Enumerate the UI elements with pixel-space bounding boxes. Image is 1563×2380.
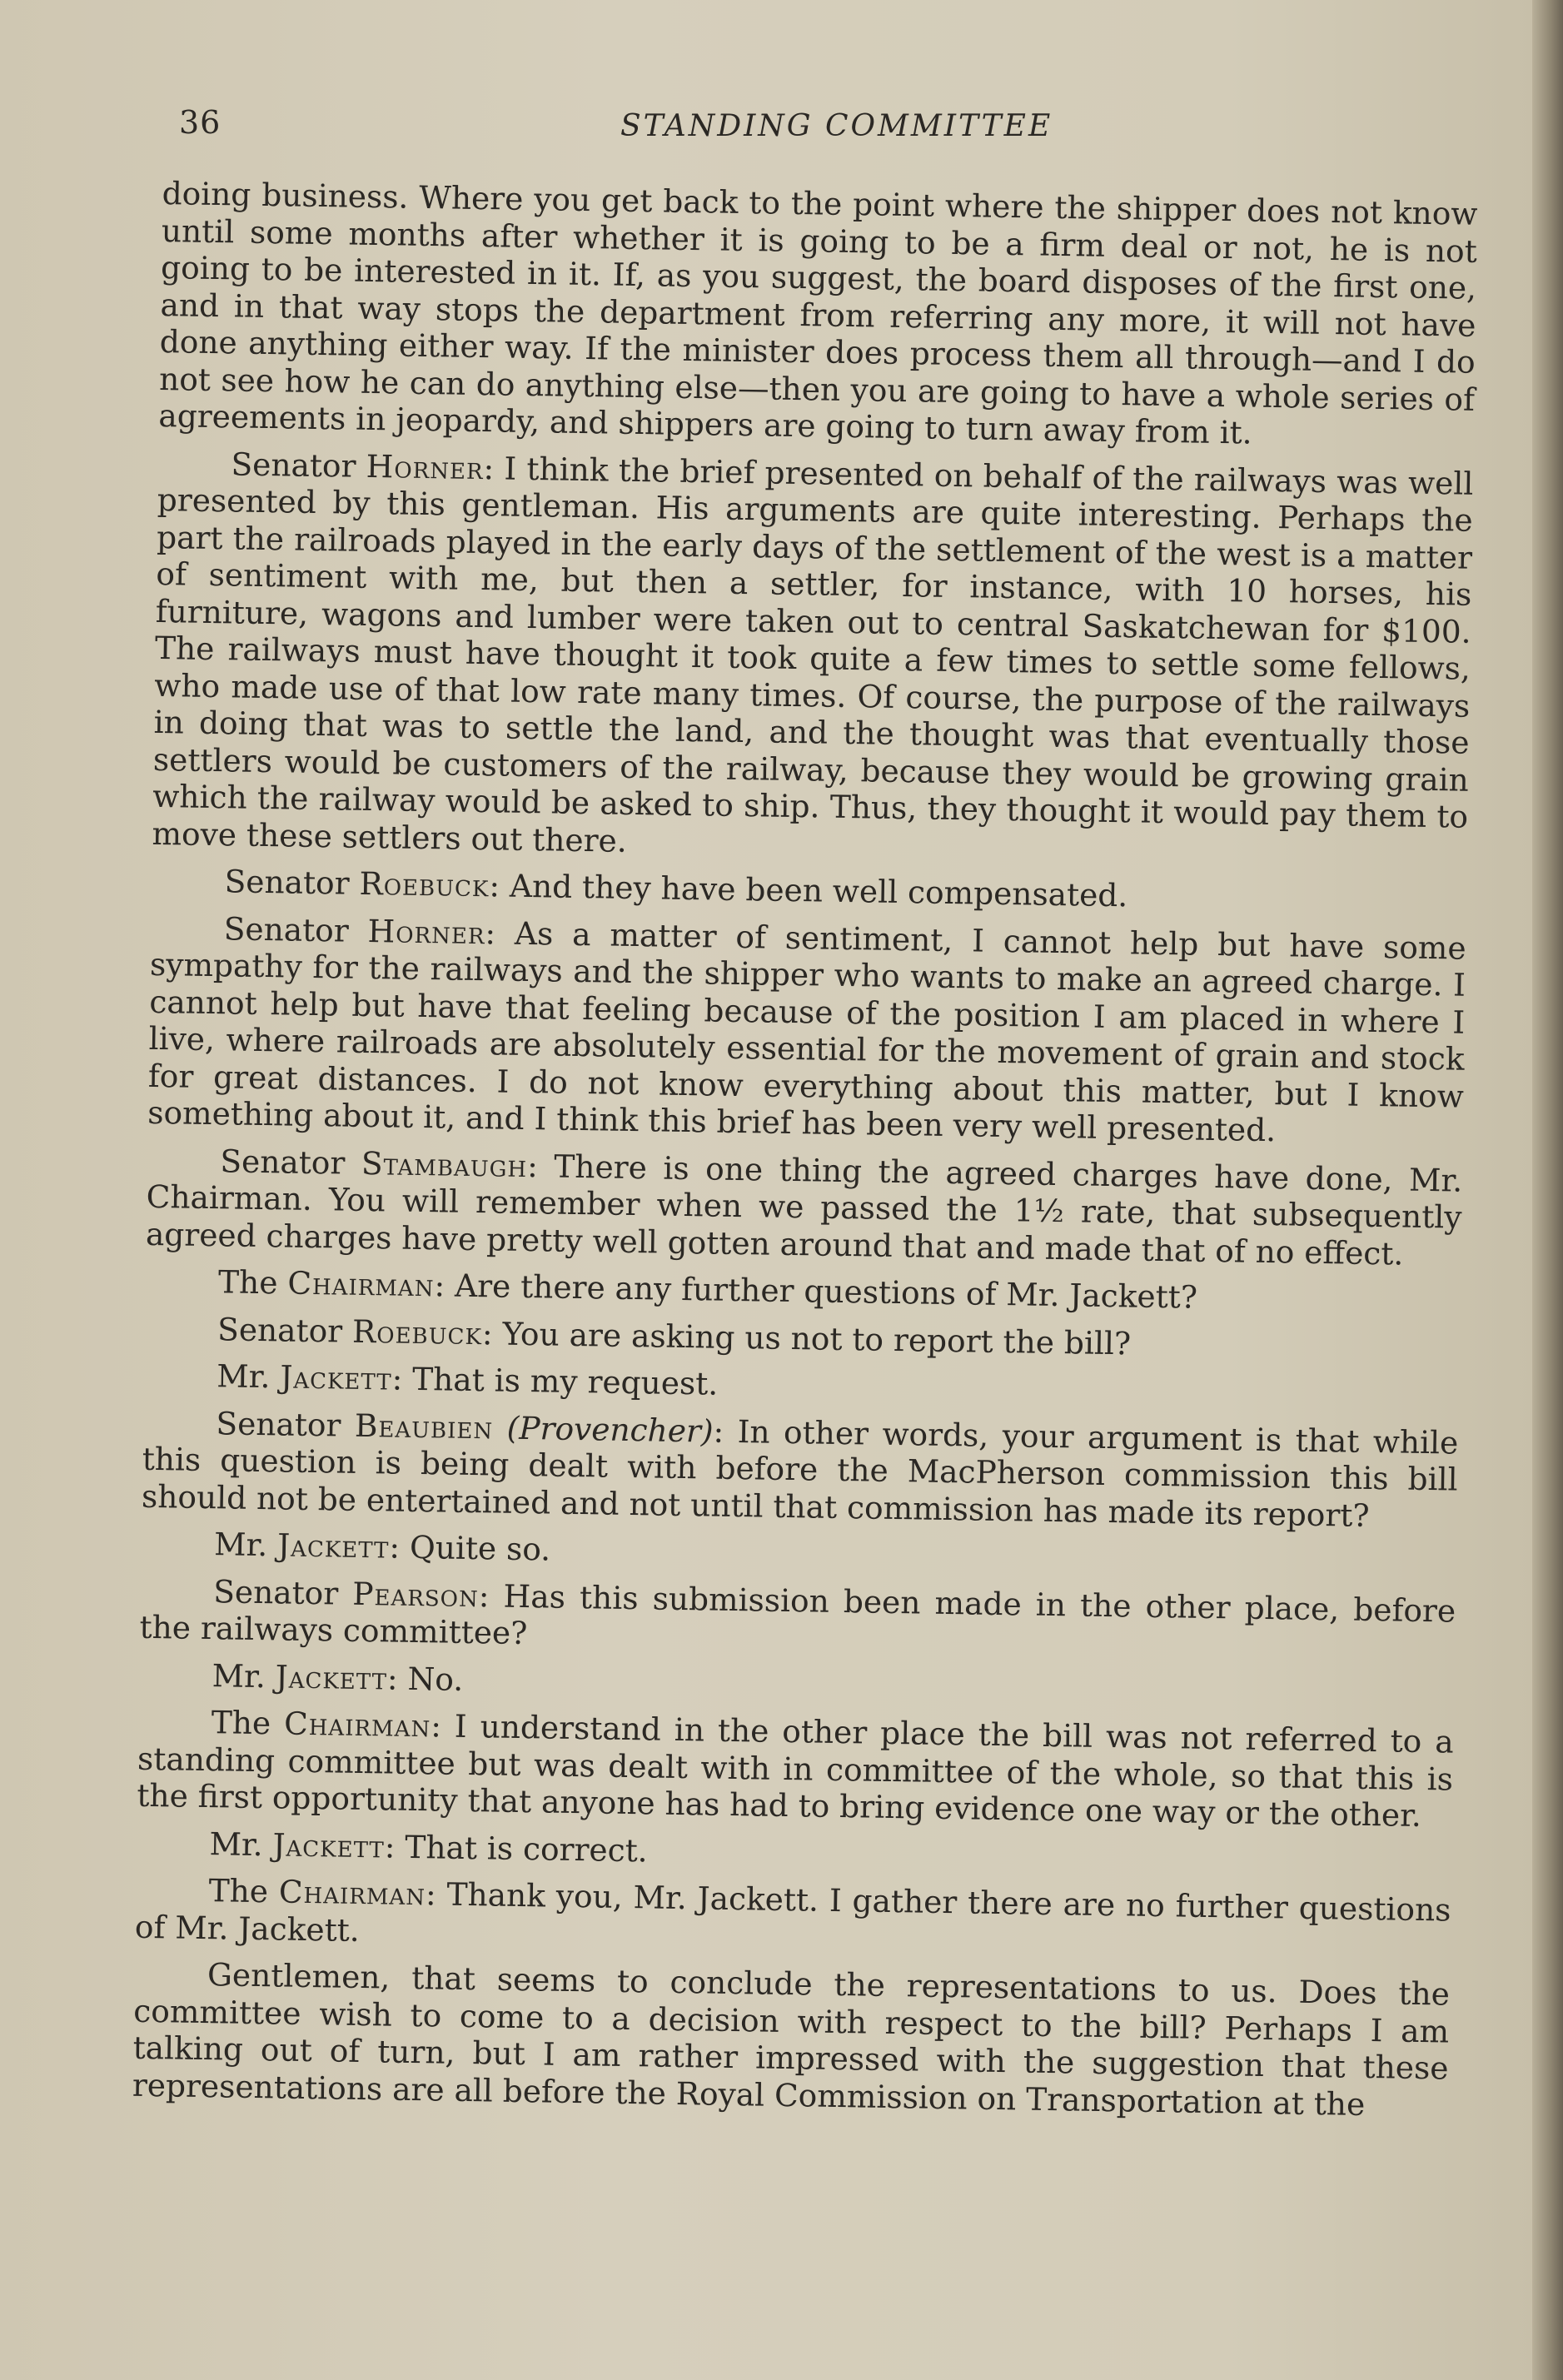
paragraph: Gentlemen, that seems to conclude the representations to us. Does the committee wish to come to a decision with respect to the bill? Perhaps I am talking out of turn, but I am rather impressed with the suggestion that these representations are all before the Royal Commission on Transportation at the: [132, 1956, 1451, 2123]
speech-text: In other words, your argument is that while this question is being dealt with before the MacPherson commission this bill should not be entertained and not until that commission has made its report?: [141, 1412, 1459, 1534]
speech-text: I understand in the other place the bill was not referred to a standing committee but was dealt with in committee of the whole, so that this is the first opportunity that anyone has had to bring evidence one way or the other.: [137, 1707, 1454, 1834]
speaker-title: The: [217, 1263, 278, 1302]
speaker-name: Horner: [366, 447, 484, 486]
speaker-name: Stambaugh: [361, 1144, 528, 1184]
speaker-title: Senator: [212, 1572, 339, 1612]
paragraph-continued: doing business. Where you get back to the point where the shipper does not know until some months after whether it is going to be a firm deal or not, he is not going to be interested in it. If, as you suggest, the board disposes of the first one, and in that way stops the department from referring any more, it will not have done anything either way. If the minister does process them all through—and I do not see how he can do anything else—then you are going to have a whole series of agreements in jeopardy, and shippers are going to turn away from it.: [158, 175, 1478, 451]
speech-paragraph: Senator Pearson: Has this submission been made in the other place, before the railways committee?: [139, 1572, 1456, 1652]
speaker-name: Horner: [367, 912, 485, 951]
speaker-name: Chairman: [287, 1264, 435, 1304]
speaker-title: The: [211, 1704, 271, 1742]
speaker-title: Senator: [223, 909, 350, 949]
speech-paragraph: Senator Beaubien (Provencher): In other words, your argument is that while this question is being dealt with before the MacPherson commission this bill should not be entertained and not until that commission has made its report?: [141, 1404, 1459, 1534]
running-head: STANDING COMMITTEE: [620, 109, 1053, 143]
speech-paragraph: The Chairman: Thank you, Mr. Jackett. I gather there are no further questions of Mr. Jackett.: [134, 1872, 1451, 1949]
speech-paragraph: Senator Horner: I think the brief presented on behalf of the railways was well presented by this gentleman. His arguments are quite interesting. Perhaps the part the railroads played in the early days of the settlement of the west is a matter of sentiment with me, but then a settler, for instance, with 10 horses, his furniture, wagons and lumber were taken out to central Saskatchewan for $100. The railways must have thought it took quite a few times to settle some fellows, who made use of that low rate many times. Of course, the purpose of the railways in doing that was to settle the land, and the thought was that eventually those settlers would be customers of the railway, because they would be growing grain which the railway would be asked to ship. Thus, they thought it would pay them to move these settlers out there.: [152, 445, 1474, 859]
speech-paragraph: Mr. Jackett: Quite so.: [213, 1526, 551, 1568]
speaker-name: Roebuck: [359, 864, 490, 904]
speaker-title: Senator: [216, 1404, 341, 1444]
page-header: [179, 104, 1478, 154]
speech-text: As a matter of sentiment, I cannot help but have some sympathy for the railways and the shipper who wants to make an agreed charge. I cannot help but have that feeling because of the position I am placed in where I live, where railroads are absolutely essential for the movement of grain and stock for great distances. I do not know everything about this matter, but I know something about it, and I think this brief has been very well presented.: [147, 914, 1466, 1149]
speech-paragraph: Senator Horner: As a matter of sentiment, I cannot help but have some sympathy for the railways and the shipper who wants to make an agreed charge. I cannot help but have that feeling because of the position I am placed in where I live, where railroads are absolutely essential for the movement of grain and stock for great distances. I do not know everything about this matter, but I know something about it, and I think this brief has been very well presented.: [147, 909, 1466, 1149]
speaker-name: Chairman: [283, 1705, 431, 1745]
speaker-title: Mr.: [213, 1526, 268, 1564]
speech-text: You are asking us not to report the bill?: [502, 1315, 1132, 1362]
speaker-name: Jackett: [275, 1657, 388, 1696]
speaker-title: Senator: [224, 863, 350, 902]
speech-paragraph: Senator Stambaugh: There is one thing the agreed charges have done, Mr. Chairman. You will remember when we passed the 1½ rate, that subsequently agreed charges have pretty well gotten around that and made that of no effect.: [145, 1142, 1463, 1272]
speaker-name: Beaubien: [354, 1407, 494, 1446]
speaker-name: Jackett: [272, 1825, 386, 1865]
speaker-title: The: [208, 1872, 269, 1910]
speech-paragraph: Mr. Jackett: That is correct.: [209, 1825, 649, 1869]
speaker-title: Senator: [231, 445, 356, 485]
speaker-title: Mr.: [217, 1357, 271, 1396]
speech-text: That is correct.: [405, 1828, 649, 1869]
speaker-title: Mr.: [212, 1656, 266, 1695]
speech-paragraph: The Chairman: Are there any further questions of Mr. Jackett?: [217, 1263, 1198, 1316]
speech-text: Has this submission been made in the other place, before the railways committee?: [139, 1577, 1456, 1652]
speaker-riding: (Provencher): [506, 1409, 714, 1450]
speaker-name: Chairman: [278, 1873, 426, 1913]
speaker-title: Senator: [220, 1142, 346, 1182]
speech-paragraph: Senator Roebuck: And they have been well compensated.: [224, 863, 1128, 914]
speaker-name: Roebuck: [351, 1312, 483, 1352]
page-number: 36: [179, 104, 222, 141]
speech-paragraph: The Chairman: I understand in the other place the bill was not referred to a standing committee but was dealt with in committee of the whole, so that this is the first opportunity that anyone has had to bring evidence one way or the other.: [137, 1704, 1454, 1834]
speech-text: Quite so.: [409, 1528, 551, 1568]
speaker-title: Mr.: [209, 1825, 263, 1863]
page-edge: [1532, 0, 1563, 2380]
speech-text: And they have been well compensated.: [509, 867, 1128, 914]
speaker-name: Jackett: [276, 1526, 390, 1566]
speech-paragraph: Senator Roebuck: You are asking us not to report the bill?: [217, 1310, 1132, 1362]
speech-text: No.: [407, 1660, 464, 1698]
speech-paragraph: Mr. Jackett: That is my request.: [217, 1357, 719, 1402]
speech-text: There is one thing the agreed charges have done, Mr. Chairman. You will remember when we passed the 1½ rate, that subsequently agreed charges have pretty well gotten around that and made that of no effect.: [145, 1148, 1463, 1272]
speaker-name: Pearson: [352, 1575, 480, 1614]
speech-text: Are there any further questions of Mr. Jackett?: [454, 1267, 1198, 1316]
speaker-name: Jackett: [280, 1358, 393, 1397]
speech-paragraph: Mr. Jackett: No.: [212, 1656, 464, 1698]
speech-text: Thank you, Mr. Jackett. I gather there are no further questions of Mr. Jackett.: [134, 1875, 1451, 1949]
speech-text: I think the brief presented on behalf of the railways was well presented by this gentleman. His arguments are quite interesting. Perhaps the part the railroads played in the early days of the settlement of the west is a matter of sentiment with me, but then a settler, for instance, with 10 horses, his furniture, wagons and lumber were taken out to central Saskatchewan for $100. The railways must have thought it took quite a few times to settle some fellows, who made use of that low rate many times. Of course, the purpose of the railways in doing that was to settle the land, and the thought was that eventually those settlers would be customers of the railway, because they would be growing grain which the railway would be asked to ship. Thus, they thought it would pay them to move these settlers out there.: [152, 449, 1474, 859]
speaker-title: Senator: [217, 1310, 343, 1350]
body-text: [132, 175, 1477, 2134]
speech-text: That is my request.: [411, 1360, 719, 1402]
